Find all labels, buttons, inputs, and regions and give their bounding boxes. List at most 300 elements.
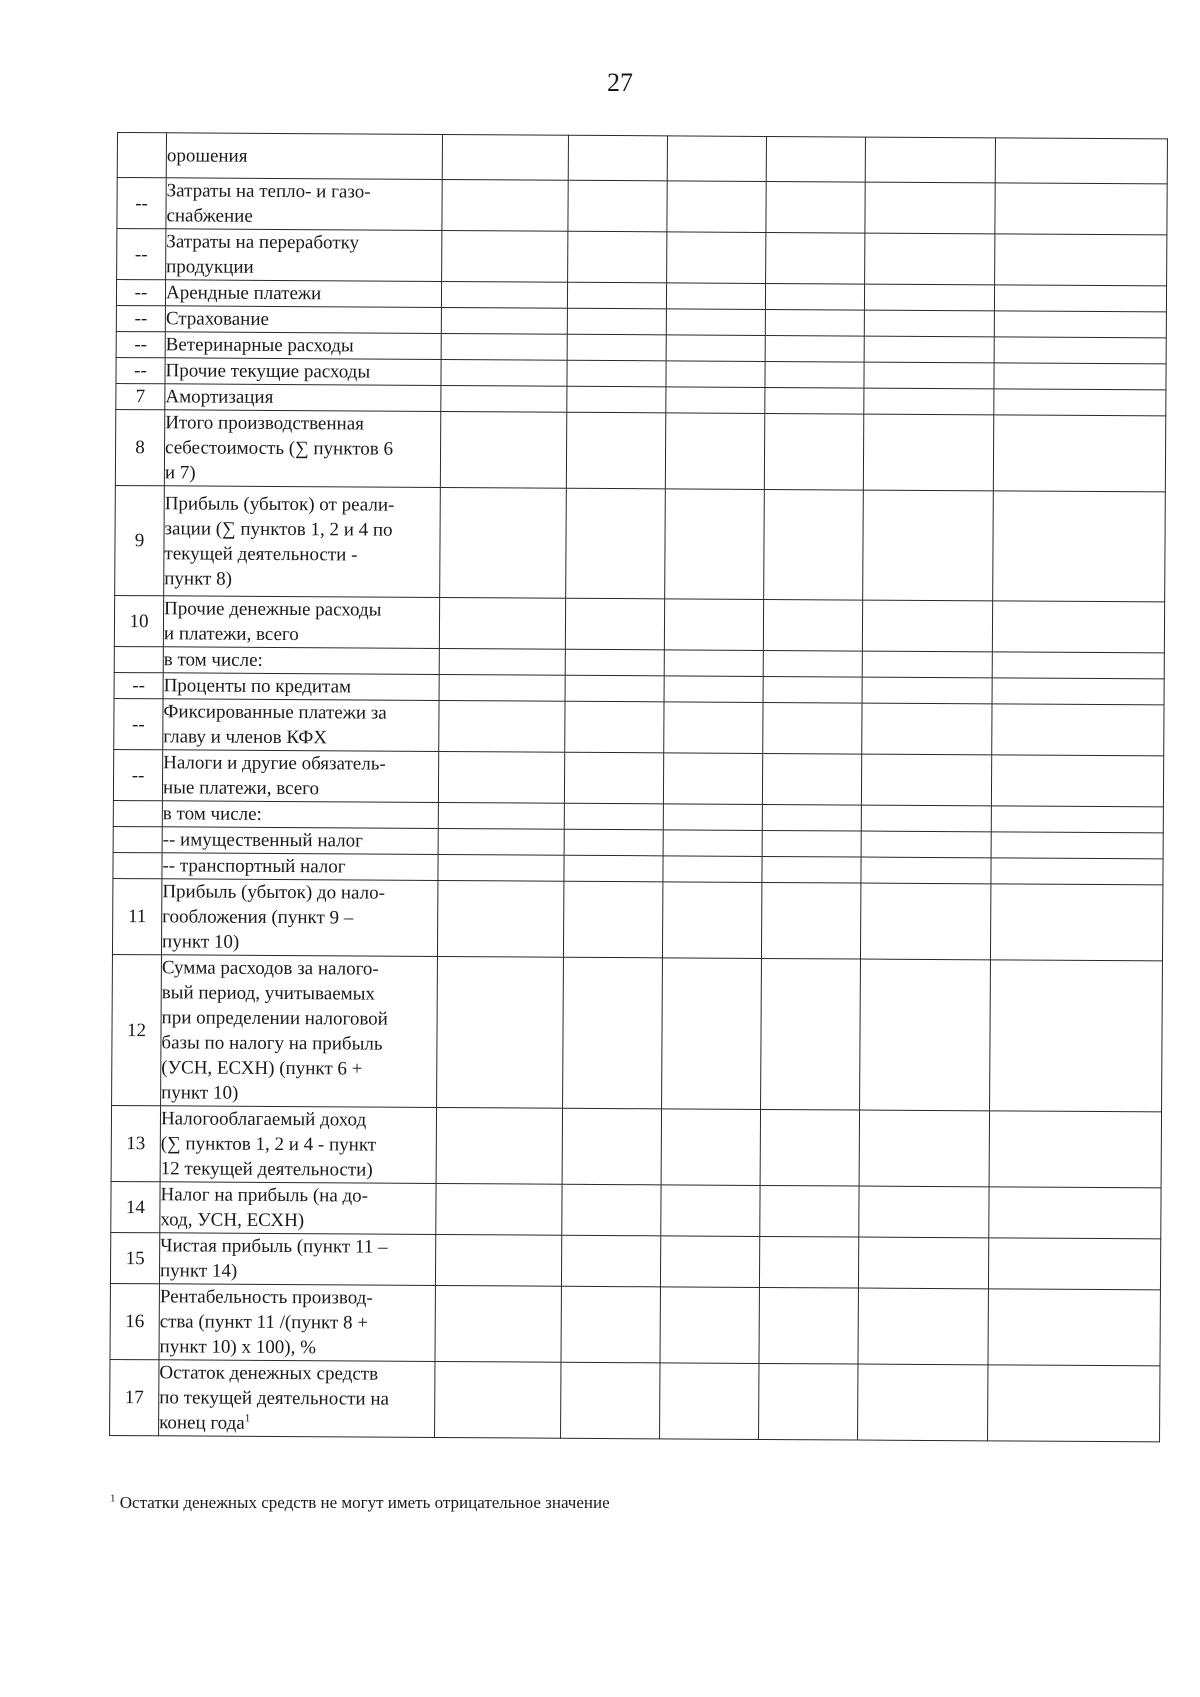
value-cell bbox=[991, 755, 1163, 807]
value-cell bbox=[665, 413, 764, 490]
value-cell bbox=[667, 136, 766, 182]
row-number: -- bbox=[116, 305, 165, 331]
value-cell bbox=[666, 361, 765, 388]
value-cell bbox=[438, 828, 564, 855]
value-cell bbox=[564, 803, 663, 830]
footnote-reference: 1 bbox=[244, 1412, 251, 1425]
row-description bbox=[164, 486, 441, 598]
row-number: -- bbox=[113, 749, 162, 800]
description-text: пункт 10) х 100), % bbox=[159, 1336, 317, 1359]
value-cell bbox=[441, 281, 567, 308]
value-cell bbox=[441, 307, 567, 334]
description-line bbox=[165, 410, 440, 437]
row-description bbox=[160, 1182, 436, 1235]
value-cell bbox=[992, 678, 1164, 705]
row-number: -- bbox=[116, 357, 165, 383]
value-cell bbox=[759, 1287, 858, 1364]
row-description bbox=[162, 853, 438, 881]
value-cell bbox=[862, 600, 992, 652]
description-text: при определении налоговой bbox=[161, 1007, 388, 1030]
description-line bbox=[164, 596, 439, 623]
description-text: -- транспортный налог bbox=[162, 855, 346, 878]
description-line bbox=[159, 1410, 434, 1437]
value-cell bbox=[563, 957, 663, 1109]
value-cell bbox=[665, 489, 765, 600]
value-cell bbox=[861, 831, 991, 858]
description-line bbox=[162, 1005, 437, 1032]
value-cell bbox=[991, 806, 1163, 833]
value-cell bbox=[663, 753, 762, 805]
value-cell bbox=[865, 233, 995, 285]
table-row bbox=[117, 229, 1167, 286]
row-description bbox=[165, 306, 441, 334]
value-cell bbox=[864, 310, 994, 337]
value-cell bbox=[858, 1288, 988, 1365]
value-cell bbox=[763, 676, 862, 703]
value-cell bbox=[567, 360, 666, 387]
value-cell bbox=[765, 361, 864, 388]
value-cell bbox=[995, 183, 1167, 235]
row-description bbox=[163, 673, 439, 701]
value-cell bbox=[660, 1287, 759, 1364]
value-cell bbox=[438, 854, 564, 881]
row-number bbox=[113, 826, 162, 852]
description-text: 12 текущей деятельности) bbox=[160, 1158, 373, 1181]
description-text: вый период, учитываемых bbox=[161, 982, 376, 1005]
value-cell bbox=[437, 880, 563, 957]
description-text: Налоги и другие обязатель- bbox=[163, 752, 386, 775]
table-row bbox=[112, 878, 1162, 960]
value-cell bbox=[661, 1109, 760, 1186]
value-cell bbox=[435, 1234, 561, 1286]
description-text: базы по налогу на прибыль bbox=[161, 1032, 383, 1055]
row-number: 8 bbox=[115, 409, 164, 485]
value-cell bbox=[667, 232, 766, 284]
value-cell bbox=[766, 136, 865, 182]
description-text: пункт 8) bbox=[164, 567, 233, 590]
value-cell bbox=[766, 232, 865, 284]
row-number: 12 bbox=[112, 954, 162, 1105]
value-cell bbox=[861, 754, 991, 806]
description-line bbox=[165, 384, 440, 411]
value-cell bbox=[666, 335, 765, 362]
value-cell bbox=[561, 1286, 660, 1363]
value-cell bbox=[762, 856, 861, 883]
row-description bbox=[166, 178, 442, 231]
row-number bbox=[117, 133, 166, 178]
footnote-marker: 1 bbox=[110, 1492, 116, 1505]
value-cell bbox=[763, 702, 862, 754]
description-text: гообложения (пункт 9 – bbox=[162, 906, 354, 929]
value-cell bbox=[760, 1185, 859, 1237]
value-cell bbox=[435, 1361, 561, 1438]
description-text: Прочие текущие расходы bbox=[165, 360, 371, 383]
row-description bbox=[162, 827, 438, 855]
value-cell bbox=[860, 883, 990, 960]
value-cell bbox=[994, 389, 1166, 416]
description-text: Прочие денежные расходы bbox=[164, 598, 382, 621]
row-description bbox=[165, 332, 441, 360]
value-cell bbox=[762, 830, 861, 857]
value-cell bbox=[565, 598, 664, 650]
description-text: Амортизация bbox=[165, 386, 274, 408]
footnote-text: Остатки денежных средств не могут иметь отрицательное значение bbox=[115, 1493, 610, 1512]
value-cell bbox=[988, 1289, 1160, 1366]
row-number: -- bbox=[114, 672, 163, 698]
value-cell bbox=[660, 1236, 759, 1288]
description-text: ход, УСН, ЕСХН) bbox=[160, 1209, 305, 1232]
value-cell bbox=[662, 882, 761, 959]
description-line bbox=[160, 1309, 435, 1336]
table-row bbox=[111, 1105, 1161, 1187]
description-text: главу и членов КФХ bbox=[163, 726, 328, 749]
row-description bbox=[163, 699, 439, 752]
description-line bbox=[163, 699, 438, 726]
description-text: ства (пункт 11 /(пункт 8 + bbox=[159, 1311, 369, 1334]
row-number bbox=[113, 800, 162, 826]
value-cell bbox=[761, 882, 860, 959]
value-cell bbox=[568, 180, 667, 232]
description-text: пункт 10) bbox=[161, 931, 240, 953]
row-number: -- bbox=[117, 229, 166, 280]
value-cell bbox=[992, 601, 1164, 653]
value-cell bbox=[990, 960, 1163, 1112]
value-cell bbox=[439, 700, 565, 752]
value-cell bbox=[667, 181, 766, 233]
value-cell bbox=[991, 832, 1163, 859]
description-line bbox=[166, 280, 441, 307]
value-cell bbox=[441, 359, 567, 386]
row-description bbox=[159, 1360, 435, 1438]
table-row bbox=[115, 485, 1166, 601]
value-cell bbox=[760, 1109, 859, 1186]
description-line bbox=[165, 516, 440, 543]
description-line bbox=[166, 254, 441, 281]
value-cell bbox=[858, 1364, 988, 1441]
value-cell bbox=[664, 599, 763, 651]
description-text: Чистая прибыль (пункт 11 – bbox=[160, 1235, 388, 1258]
description-line bbox=[161, 1156, 436, 1183]
description-line bbox=[161, 1055, 436, 1082]
value-cell bbox=[562, 1184, 661, 1236]
description-line bbox=[165, 435, 440, 462]
description-text: Остаток денежных средств bbox=[159, 1362, 379, 1385]
description-line bbox=[167, 143, 442, 170]
description-line bbox=[162, 879, 437, 906]
description-line bbox=[164, 647, 439, 674]
value-cell bbox=[988, 1365, 1160, 1442]
description-line bbox=[159, 1360, 434, 1387]
value-cell bbox=[661, 1185, 760, 1237]
row-number: 7 bbox=[116, 383, 165, 409]
row-number: 16 bbox=[110, 1283, 159, 1359]
value-cell bbox=[992, 652, 1164, 679]
row-number: 13 bbox=[111, 1105, 160, 1181]
description-text: Затраты на тепло- и газо- bbox=[166, 180, 371, 203]
value-cell bbox=[864, 336, 994, 363]
value-cell bbox=[439, 674, 565, 701]
value-cell bbox=[994, 363, 1166, 390]
description-text: пункт 14) bbox=[159, 1260, 238, 1282]
description-text: Прибыль (убыток) от реали- bbox=[164, 492, 395, 516]
value-cell bbox=[994, 285, 1166, 312]
description-line bbox=[160, 1334, 435, 1361]
value-cell bbox=[994, 311, 1166, 338]
value-cell bbox=[566, 488, 666, 599]
description-line bbox=[161, 1030, 436, 1057]
row-description bbox=[164, 410, 440, 488]
description-line bbox=[164, 541, 439, 568]
description-text: и платежи, всего bbox=[163, 623, 299, 646]
value-cell bbox=[859, 1110, 989, 1187]
value-cell bbox=[759, 1236, 858, 1288]
value-cell bbox=[435, 1285, 561, 1362]
description-line bbox=[162, 955, 437, 982]
value-cell bbox=[565, 701, 664, 753]
description-text: текущей деятельности - bbox=[164, 542, 358, 565]
value-cell bbox=[864, 388, 994, 415]
description-line bbox=[166, 306, 441, 333]
table-row bbox=[110, 1359, 1160, 1441]
value-cell bbox=[564, 855, 663, 882]
row-description bbox=[160, 1106, 436, 1184]
value-cell bbox=[765, 335, 864, 362]
description-line bbox=[162, 853, 437, 880]
description-text: снабжение bbox=[166, 205, 253, 227]
description-line bbox=[159, 1385, 434, 1412]
value-cell bbox=[441, 333, 567, 360]
description-line bbox=[164, 566, 439, 593]
value-cell bbox=[666, 387, 765, 414]
value-cell bbox=[663, 856, 762, 883]
row-number: -- bbox=[116, 280, 165, 306]
value-cell bbox=[562, 1108, 661, 1185]
value-cell bbox=[565, 649, 664, 676]
description-text: Арендные платежи bbox=[165, 282, 322, 305]
description-line bbox=[162, 904, 437, 931]
footnote bbox=[110, 1493, 610, 1513]
description-line bbox=[165, 460, 440, 487]
value-cell bbox=[440, 411, 566, 488]
description-text: Итого производственная bbox=[165, 412, 364, 435]
value-cell bbox=[865, 182, 995, 234]
description-text: пункт 10) bbox=[161, 1082, 239, 1104]
value-cell bbox=[563, 881, 662, 958]
description-text: (∑ пунктов 1, 2 и 4 - пункт bbox=[160, 1133, 377, 1156]
value-cell bbox=[442, 179, 568, 231]
value-cell bbox=[565, 675, 664, 702]
row-description bbox=[161, 955, 438, 1108]
value-cell bbox=[764, 413, 863, 490]
table-row bbox=[113, 749, 1163, 806]
value-cell bbox=[991, 858, 1163, 885]
value-cell bbox=[992, 704, 1164, 756]
value-cell bbox=[564, 829, 663, 856]
description-text: ные платежи, всего bbox=[162, 777, 320, 800]
description-line bbox=[166, 332, 441, 359]
row-description bbox=[165, 358, 441, 386]
row-number: -- bbox=[114, 698, 163, 749]
description-text: Фиксированные платежи за bbox=[163, 701, 387, 724]
row-description bbox=[166, 133, 442, 180]
description-text: и 7) bbox=[164, 462, 196, 484]
row-description bbox=[165, 280, 441, 308]
description-text: продукции bbox=[166, 256, 254, 278]
row-description bbox=[161, 879, 437, 957]
description-line bbox=[163, 724, 438, 751]
description-text: Прибыль (убыток) до нало- bbox=[162, 881, 386, 904]
description-line bbox=[160, 1258, 435, 1285]
page-number: 27 bbox=[607, 68, 633, 97]
description-text: конец года bbox=[159, 1412, 245, 1434]
row-description bbox=[162, 801, 438, 829]
description-text: Страхование bbox=[165, 308, 270, 330]
value-cell bbox=[567, 308, 666, 335]
description-line bbox=[166, 229, 441, 256]
value-cell bbox=[863, 490, 994, 601]
value-cell bbox=[765, 387, 864, 414]
value-cell bbox=[660, 1363, 759, 1440]
value-cell bbox=[762, 753, 861, 805]
row-number: 14 bbox=[111, 1181, 160, 1232]
value-cell bbox=[864, 284, 994, 311]
description-text: -- имущественный налог bbox=[162, 829, 363, 852]
value-cell bbox=[436, 1107, 562, 1184]
row-description bbox=[159, 1233, 435, 1286]
table-row bbox=[114, 698, 1164, 755]
description-line bbox=[160, 1284, 435, 1311]
description-line bbox=[163, 801, 438, 828]
row-number bbox=[114, 646, 163, 672]
description-line bbox=[160, 1182, 435, 1209]
description-text: зации (∑ пунктов 1, 2 и 4 по bbox=[164, 517, 393, 541]
value-cell bbox=[765, 283, 864, 310]
value-cell bbox=[567, 282, 666, 309]
row-number: -- bbox=[117, 178, 166, 229]
value-cell bbox=[766, 181, 865, 233]
description-text: по текущей деятельности на bbox=[159, 1387, 390, 1410]
description-text: Затраты на переработку bbox=[166, 231, 360, 254]
table-row bbox=[117, 133, 1167, 184]
description-line bbox=[163, 827, 438, 854]
value-cell bbox=[864, 362, 994, 389]
description-line bbox=[167, 178, 442, 205]
description-text: в том числе: bbox=[162, 803, 262, 825]
budget-table bbox=[109, 132, 1168, 1442]
table-row bbox=[112, 954, 1163, 1111]
value-cell bbox=[440, 487, 567, 598]
description-line bbox=[162, 980, 437, 1007]
description-line bbox=[160, 1207, 435, 1234]
row-number: 17 bbox=[110, 1359, 159, 1435]
description-line bbox=[164, 673, 439, 700]
description-line bbox=[165, 358, 440, 385]
row-number: 15 bbox=[110, 1232, 159, 1283]
description-text: себестоимость (∑ пунктов 6 bbox=[165, 437, 394, 460]
description-line bbox=[163, 750, 438, 777]
value-cell bbox=[561, 1362, 660, 1439]
row-number: 11 bbox=[112, 878, 161, 954]
value-cell bbox=[439, 648, 565, 675]
description-text: орошения bbox=[166, 144, 248, 167]
value-cell bbox=[763, 599, 862, 651]
value-cell bbox=[664, 702, 763, 754]
row-number: -- bbox=[116, 331, 165, 357]
value-cell bbox=[566, 412, 665, 489]
description-text: Сумма расходов за налого- bbox=[161, 957, 379, 980]
value-cell bbox=[862, 651, 992, 678]
table-row bbox=[117, 178, 1167, 235]
description-line bbox=[161, 1131, 436, 1158]
description-text: Налог на прибыль (на до- bbox=[160, 1184, 369, 1207]
value-cell bbox=[995, 138, 1167, 184]
description-text: Ветеринарные расходы bbox=[165, 334, 354, 357]
value-cell bbox=[861, 857, 991, 884]
description-text: Налогооблагаемый доход bbox=[160, 1108, 367, 1131]
table-row bbox=[110, 1232, 1160, 1289]
description-text: в том числе: bbox=[163, 649, 263, 671]
table-row bbox=[111, 1181, 1161, 1238]
row-description bbox=[163, 596, 439, 649]
value-cell bbox=[763, 650, 862, 677]
description-text: Рентабельность производ- bbox=[159, 1286, 373, 1309]
row-number: 10 bbox=[114, 595, 163, 646]
row-description bbox=[165, 384, 441, 412]
value-cell bbox=[993, 491, 1166, 602]
value-cell bbox=[994, 337, 1166, 364]
value-cell bbox=[989, 1187, 1161, 1239]
description-line bbox=[162, 929, 437, 956]
value-cell bbox=[759, 1363, 858, 1440]
value-cell bbox=[567, 386, 666, 413]
value-cell bbox=[666, 309, 765, 336]
value-cell bbox=[862, 677, 992, 704]
value-cell bbox=[564, 752, 663, 804]
row-description bbox=[166, 229, 442, 282]
value-cell bbox=[859, 1186, 989, 1238]
value-cell bbox=[666, 283, 765, 310]
value-cell bbox=[762, 804, 861, 831]
value-cell bbox=[663, 804, 762, 831]
row-number: 9 bbox=[115, 485, 165, 595]
value-cell bbox=[663, 830, 762, 857]
value-cell bbox=[664, 676, 763, 703]
value-cell bbox=[860, 959, 991, 1111]
table-row bbox=[115, 409, 1165, 491]
value-cell bbox=[561, 1235, 660, 1287]
description-text: (УСН, ЕСХН) (пункт 6 + bbox=[161, 1057, 363, 1080]
value-cell bbox=[863, 414, 993, 491]
value-cell bbox=[437, 956, 564, 1108]
value-cell bbox=[988, 1238, 1160, 1290]
description-line bbox=[163, 775, 438, 802]
value-cell bbox=[439, 597, 565, 649]
description-text: Проценты по кредитам bbox=[163, 675, 352, 698]
row-description bbox=[163, 647, 439, 675]
value-cell bbox=[442, 230, 568, 282]
row-description bbox=[159, 1284, 435, 1362]
value-cell bbox=[568, 231, 667, 283]
value-cell bbox=[438, 802, 564, 829]
description-line bbox=[161, 1106, 436, 1133]
value-cell bbox=[862, 703, 992, 755]
value-cell bbox=[990, 884, 1162, 961]
value-cell bbox=[567, 334, 666, 361]
description-line bbox=[160, 1233, 435, 1260]
description-line bbox=[164, 621, 439, 648]
value-cell bbox=[436, 1183, 562, 1235]
value-cell bbox=[441, 385, 567, 412]
